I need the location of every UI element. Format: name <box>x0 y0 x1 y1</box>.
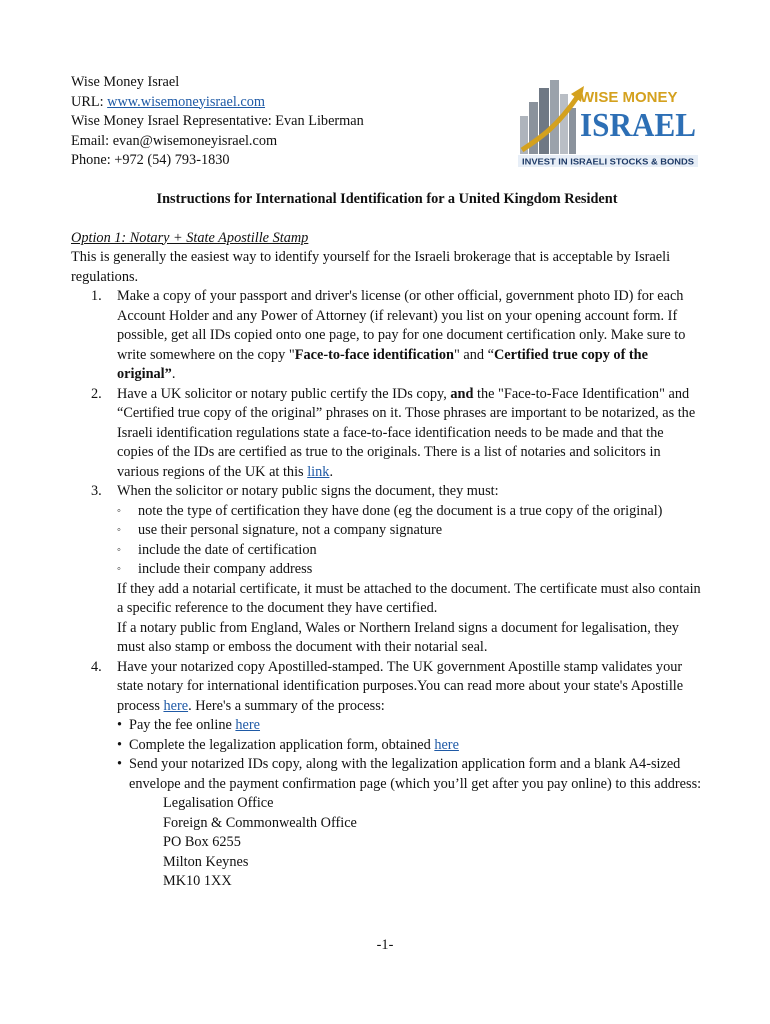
bullet-icon: • <box>117 717 123 733</box>
list-item <box>117 541 703 561</box>
list-item-text: note the type of certification they have done (eg the document is a true copy of the original) <box>138 502 663 519</box>
wise-money-israel-logo <box>518 76 698 168</box>
option1-intro: This is generally the easiest way to identify yourself for the Israeli brokerage that is acceptable by Israeli regulations. <box>71 249 671 285</box>
step-3 <box>71 482 703 658</box>
document-page <box>71 73 703 892</box>
pay-fee-link[interactable]: here <box>235 717 261 733</box>
logo-tagline: INVEST IN ISRAELI STOCKS & BONDS <box>522 157 695 167</box>
bold-phrase: Certified true copy of the original” <box>117 346 648 382</box>
list-item <box>117 755 703 794</box>
bold-phrase: Face-to-face identification <box>294 346 454 363</box>
list-item <box>117 502 703 522</box>
list-item <box>117 521 703 541</box>
document-title: Instructions for International Identification for a United Kingdom Resident <box>156 191 618 207</box>
list-item <box>117 736 703 756</box>
website-link[interactable]: www.wisemoneyisrael.com <box>107 93 266 110</box>
logo-line2: ISRAEL <box>580 107 696 144</box>
url-label: URL: <box>71 93 108 110</box>
list-item-text: Send your notarized IDs copy, along with the legalization application form and a blank A4-sized envelope and the payment confirmation page (which you’ll get after you pay online) to this address: <box>129 756 702 792</box>
representative-line: Wise Money Israel Representative: Evan Liberman <box>71 113 364 129</box>
address-line: Legalisation Office <box>163 795 274 811</box>
application-form-link[interactable]: here <box>434 736 459 753</box>
page-number: -1- <box>376 937 394 953</box>
list-item-text: Pay the fee online <box>129 717 236 733</box>
notaries-list-link[interactable]: link <box>307 463 330 480</box>
step-number: 1. <box>91 288 102 304</box>
circle-bullet-icon: ◦ <box>117 504 121 517</box>
step-text: Have your notarized copy Apostilled-stamped. The UK government Apostille stamp validates your state notary for international identification purposes.You can read more about your state's Apostille process <box>117 658 684 714</box>
list-item-text: use their personal signature, not a company signature <box>138 522 443 538</box>
step-text: " and “ <box>453 346 494 363</box>
list-item-text: include the date of certification <box>138 541 317 558</box>
step-4 <box>71 658 703 892</box>
notarial-certificate-note: If they add a notarial certificate, it must be attached to the document. The certificate must also contain a specific reference to the document they have certified. <box>117 580 701 616</box>
step-text: . Here's a summary of the process: <box>188 697 385 714</box>
list-item <box>117 560 703 580</box>
steps-list <box>71 287 703 892</box>
address-line: MK10 1XX <box>163 873 232 889</box>
step-number: 3. <box>91 483 102 499</box>
company-name: Wise Money Israel <box>71 74 180 90</box>
circle-bullet-icon: ◦ <box>117 563 121 575</box>
bold-phrase: and <box>450 385 474 402</box>
address-line: PO Box 6255 <box>163 834 241 850</box>
circle-bullet-icon: ◦ <box>117 524 121 536</box>
requirements-list <box>117 502 703 580</box>
bullet-icon: • <box>117 736 123 753</box>
list-item-text: Complete the legalization application form, obtained <box>129 736 435 753</box>
option1-heading: Option 1: Notary + State Apostille Stamp <box>71 229 309 246</box>
step-text: . <box>329 463 334 480</box>
list-item <box>117 716 703 736</box>
phone-line: Phone: +972 (54) 793-1830 <box>71 152 230 168</box>
contact-header <box>71 73 703 171</box>
step-text: Make a copy of your passport and driver's license (or other official, government photo ID) for each Account Holder and any Power of Attorney (if relevant) you list on your opening account form. If possible, get all IDs copied onto one page, to pay for one document certification only. Make sure to write somewhere on the copy " <box>117 288 686 363</box>
address-line: Foreign & Commonwealth Office <box>163 814 357 831</box>
step-text: . <box>171 366 176 382</box>
circle-bullet-icon: ◦ <box>117 543 121 556</box>
email-line: Email: evan@wisemoneyisrael.com <box>71 132 278 149</box>
step-2 <box>71 385 703 483</box>
step-text: When the solicitor or notary public signs the document, they must: <box>117 483 499 499</box>
step-text: Have a UK solicitor or notary public certify the IDs copy, <box>117 385 451 402</box>
address-line: Milton Keynes <box>163 853 249 870</box>
list-item-text: include their company address <box>138 561 313 577</box>
process-summary-list <box>117 716 703 794</box>
step-number: 4. <box>91 658 102 675</box>
logo-line1: WISE MONEY <box>580 89 678 106</box>
step-text: the "Face-to-Face Identification" and “Certified true copy of the original” phrases on it. Those phrases are important to be notarized, as the Israeli identification regulations state a face-to-face identification needs to be made and that the copies of the IDs are certified as true to the originals. There is a list of notaries and solicitors in various regions of the UK at this <box>117 385 696 480</box>
notarial-seal-note: If a notary public from England, Wales or Northern Ireland signs a document for legalisation, they must also stamp or emboss the document with their notarial seal. <box>117 619 679 655</box>
step-number: 2. <box>91 385 102 402</box>
apostille-process-link[interactable]: here <box>163 697 189 714</box>
step-1 <box>71 287 703 385</box>
mailing-address <box>117 794 703 892</box>
bullet-icon: • <box>117 756 123 772</box>
